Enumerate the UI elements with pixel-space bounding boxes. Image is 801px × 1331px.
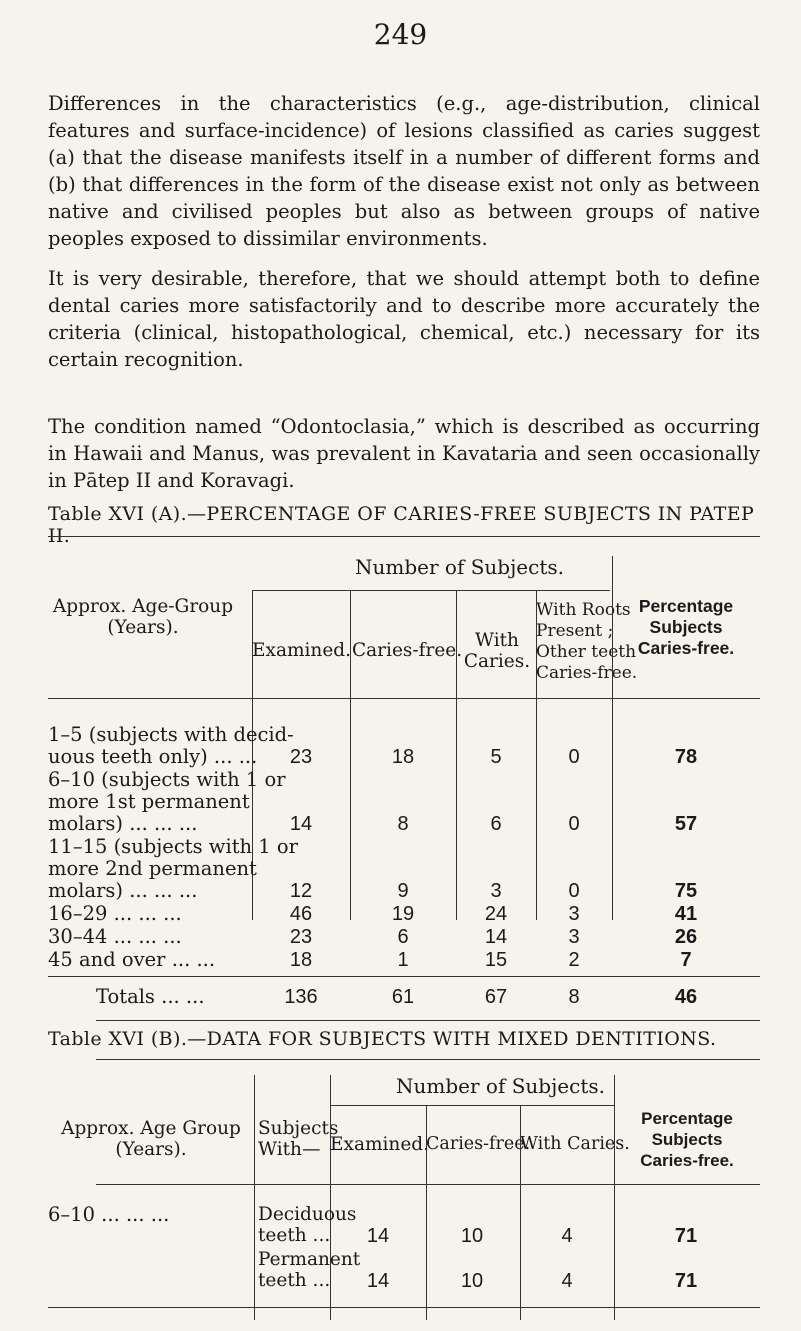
table-b-age-label: 6–10 ... ... ...	[48, 1203, 170, 1226]
paragraph-3: The condition named “Odontoclasia,” which is described as occurring in Hawaii and Manus, was prevalent in Kavataria and seen occasionally in Pātep II and Koravagi.	[48, 415, 760, 492]
page-number: 249	[373, 18, 428, 51]
table-a-col-examined: Examined.	[252, 640, 352, 661]
table-a-row-4-examined: 46	[289, 903, 313, 925]
table-a-totals-with-caries: 67	[484, 986, 508, 1008]
table-a-row-2-pct: 57	[674, 813, 698, 835]
table-a-row-4-with-caries: 24	[484, 903, 508, 925]
table-b-col-examined: Examined.	[330, 1134, 430, 1155]
table-a-col-roots: With Roots Present ; Other teeth Caries-free.	[536, 600, 638, 683]
table-b-row-1-examined: 14	[366, 1225, 390, 1247]
table-b-row-2-with: Permanent teeth ...	[258, 1249, 361, 1291]
table-a-row-5-examined: 23	[289, 926, 313, 948]
table-a-row-3-with-caries: 3	[490, 880, 502, 902]
table-b-header-rule	[96, 1184, 760, 1185]
table-b-bottom-rule	[48, 1307, 760, 1308]
table-a-row-1-examined: 23	[289, 746, 313, 768]
table-b-row-2-caries-free: 10	[460, 1270, 484, 1292]
table-a-row-4-caries-free: 19	[391, 903, 415, 925]
table-a-top-rule	[48, 536, 760, 537]
table-a-row-4-pct: 41	[674, 903, 698, 925]
table-a-col-percentage: Percentage Subjects Caries-free.	[637, 596, 735, 658]
table-a-row-2-with-caries: 6	[490, 813, 502, 835]
table-a-row-5-pct: 26	[674, 926, 698, 948]
table-b-vline-4	[520, 1105, 521, 1320]
table-b-group-header: Number of Subjects.	[396, 1074, 605, 1098]
table-a-group-header: Number of Subjects.	[355, 555, 564, 579]
table-b-row-2-with-caries: 4	[561, 1270, 573, 1292]
table-a-row-3-roots: 0	[568, 880, 580, 902]
paragraph-1: Differences in the characteristics (e.g., age-distribution, clinical features and surface-incidence) of lesions classified as caries suggest (a) that the disease manifests itself in a number of different forms and (b) that differences in the form of the disease exist not only as between native and civilised peoples but also as between groups of native peoples exposed to dissimilar environments.	[48, 92, 760, 250]
table-a-row-1-with-caries: 5	[490, 746, 502, 768]
table-a-row-3-pct: 75	[674, 880, 698, 902]
table-a-group-rule	[252, 590, 610, 591]
table-b-col-percentage: Percentage Subjects Caries-free.	[640, 1109, 734, 1170]
table-a-row-1-label: 1–5 (subjects with decid- uous teeth only) ... ...	[48, 723, 294, 768]
table-a-totals-examined: 136	[284, 986, 318, 1008]
table-a-row-4-roots: 3	[568, 903, 580, 925]
table-b-row-2-pct: 71	[674, 1270, 698, 1292]
table-a-totals-caries-free: 61	[391, 986, 415, 1008]
table-a-row-3-examined: 12	[289, 880, 313, 902]
table-b-col-caries-free: Caries-free.	[426, 1134, 531, 1154]
table-a-vline-3	[456, 590, 457, 920]
table-a-row-6-examined: 18	[289, 949, 313, 971]
table-a-row-5-caries-free: 6	[397, 926, 409, 948]
table-b-col-with-caries: With Caries.	[520, 1134, 630, 1154]
table-a-vline-5	[612, 556, 613, 920]
table-a-row-6-caries-free: 1	[397, 949, 409, 971]
paragraph-2: It is very desirable, therefore, that we should attempt both to define dental caries more satisfactorily and to describe more accurately the criteria (clinical, histopathological, chemical, etc.) necessary for its certain recognition.	[48, 267, 760, 371]
table-a-row-3-caries-free: 9	[397, 880, 409, 902]
table-a-row-1-caries-free: 18	[391, 746, 415, 768]
table-b-row-1-with-caries: 4	[561, 1225, 573, 1247]
table-a-row-1-roots: 0	[568, 746, 580, 768]
table-a-row-3-label: 11–15 (subjects with 1 or more 2nd permanent molars) ... ... ...	[48, 835, 298, 902]
table-a-col-caries-free: Caries-free.	[352, 640, 463, 661]
table-a-row-1-pct: 78	[674, 746, 698, 768]
table-a-col-with-caries: With Caries.	[463, 630, 531, 672]
table-a-row-6-label: 45 and over ... ...	[48, 948, 216, 971]
table-b-vline-3	[426, 1105, 427, 1320]
table-a-header-rule	[48, 698, 760, 699]
table-b-caption: Table XVI (B).—DATA FOR SUBJECTS WITH MIXED DENTITIONS.	[48, 1028, 717, 1050]
table-a-row-2-examined: 14	[289, 813, 313, 835]
table-b-row-1-with: Deciduous teeth ...	[258, 1204, 357, 1246]
table-a-bottom-rule	[96, 1020, 760, 1021]
table-a-totals-rule	[48, 976, 760, 977]
table-a-row-5-with-caries: 14	[484, 926, 508, 948]
table-b-vline-1	[254, 1075, 255, 1320]
table-a-row-5-roots: 3	[568, 926, 580, 948]
table-b-row-2-examined: 14	[366, 1270, 390, 1292]
table-b-col-age: Approx. Age Group (Years).	[61, 1118, 241, 1160]
table-a-totals-label: Totals ... ...	[96, 985, 205, 1008]
table-a-row-6-with-caries: 15	[484, 949, 508, 971]
table-a-vline-4	[536, 590, 537, 920]
table-a-totals-roots: 8	[568, 986, 580, 1008]
table-a-row-4-label: 16–29 ... ... ...	[48, 902, 182, 925]
table-a-row-2-roots: 0	[568, 813, 580, 835]
table-a-row-6-pct: 7	[680, 949, 692, 971]
table-a-row-6-roots: 2	[568, 949, 580, 971]
table-a-vline-2	[350, 590, 351, 920]
table-b-top-rule	[96, 1059, 760, 1060]
table-b-row-1-pct: 71	[674, 1225, 698, 1247]
table-a-row-2-label: 6–10 (subjects with 1 or more 1st permanent molars) ... ... ...	[48, 768, 286, 835]
table-a-row-5-label: 30–44 ... ... ...	[48, 925, 182, 948]
table-a-col-age: Approx. Age-Group (Years).	[52, 596, 234, 638]
table-b-vline-5	[614, 1075, 615, 1320]
table-b-col-subjects-with: Subjects With—	[258, 1118, 339, 1160]
table-b-group-rule	[330, 1105, 614, 1106]
table-a-caption: Table XVI (A).—PERCENTAGE OF CARIES-FREE SUBJECTS IN PATEP II.	[48, 503, 755, 547]
table-b-row-1-caries-free: 10	[460, 1225, 484, 1247]
table-a-row-2-caries-free: 8	[397, 813, 409, 835]
table-a-totals-pct: 46	[674, 986, 698, 1008]
